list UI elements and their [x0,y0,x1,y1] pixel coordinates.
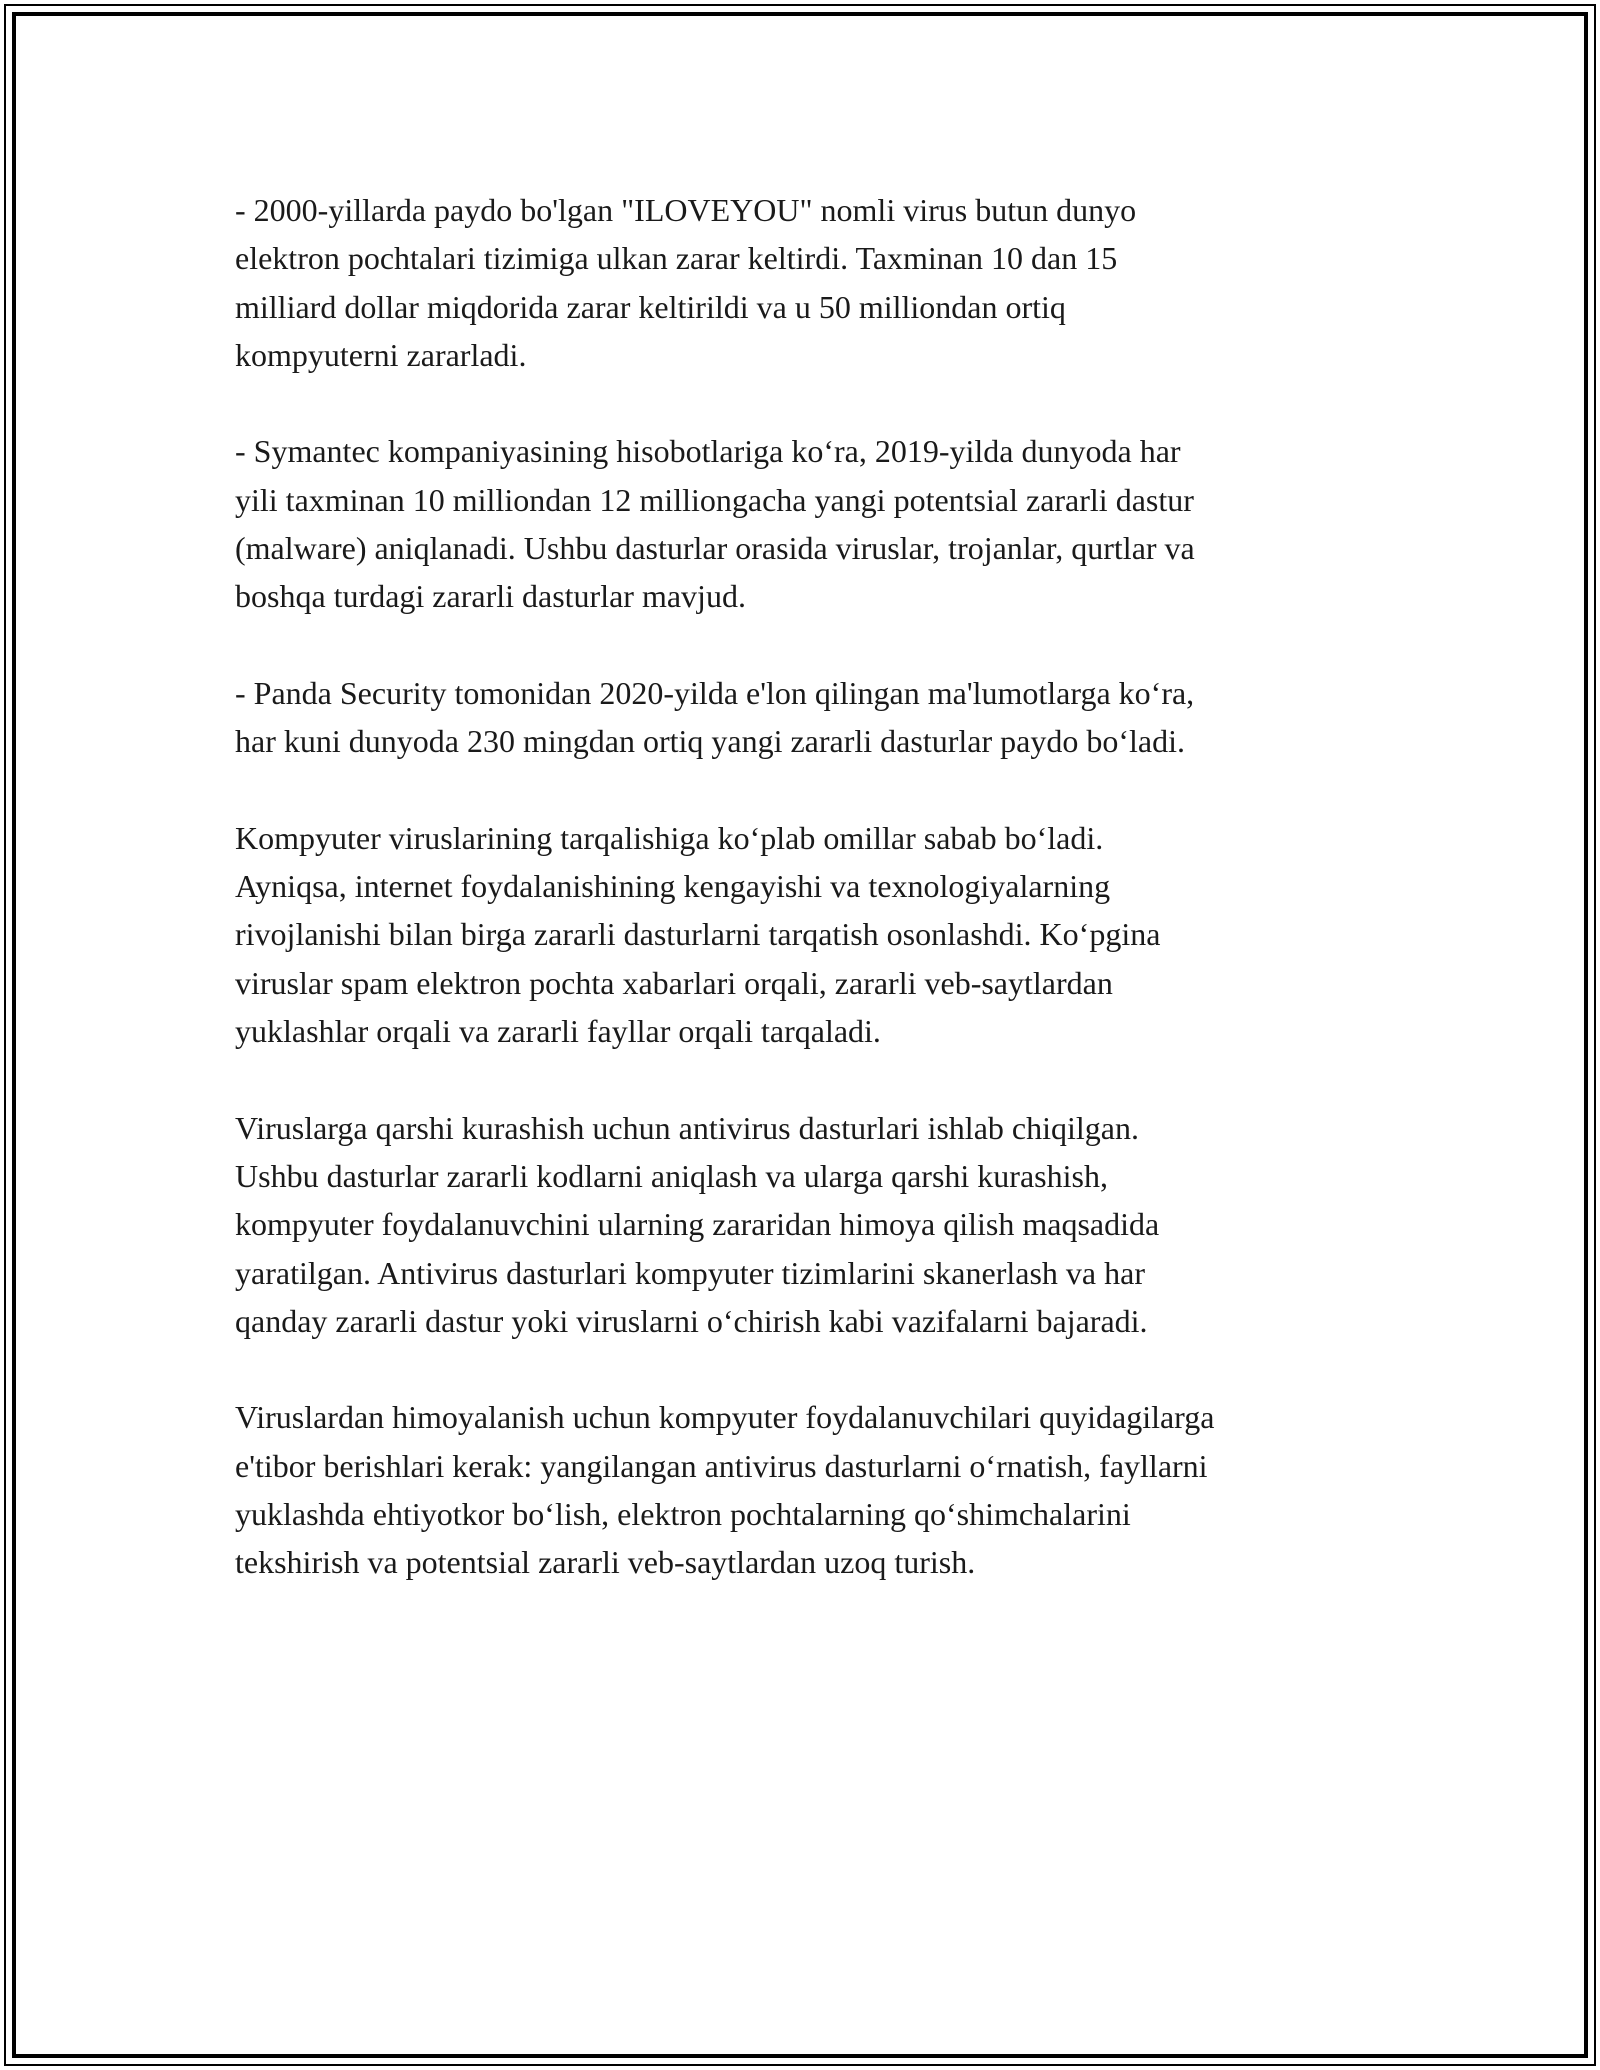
paragraph-symantec [235,427,1415,620]
text-line: Viruslardan himoyalanish uchun kompyuter foydalanuvchilari quyidagilarga [235,1399,1215,1436]
paragraph-virus-spread [235,814,1415,1055]
text-line: kompyuter foydalanuvchini ularning zararidan himoya qilish maqsadida [235,1206,1160,1243]
text-line: rivojlanishi bilan birga zararli dasturlarni tarqatish osonlashdi. Koʻpgina [235,916,1161,953]
text-line: - Symantec kompaniyasining hisobotlariga koʻra, 2019-yilda dunyoda har [235,433,1181,470]
text-line: har kuni dunyoda 230 mingdan ortiq yangi zararli dasturlar paydo boʻladi. [235,723,1185,760]
text-line: Ushbu dasturlar zararli kodlarni aniqlash va ularga qarshi kurashish, [235,1157,1108,1194]
text-line: Ayniqsa, internet foydalanishining kengayishi va texnologiyalarning [235,868,1111,905]
text-line: e'tibor berishlari kerak: yangilangan antivirus dasturlarni oʻrnatish, fayllarni [235,1447,1208,1484]
paragraph-panda-security [235,669,1415,766]
text-line: kompyuterni zararladi. [235,336,527,373]
text-line: milliard dollar miqdorida zarar keltirildi va u 50 milliondan ortiq [235,288,1066,325]
text-line: viruslar spam elektron pochta xabarlari orqali, zararli veb-saytlardan [235,964,1113,1001]
paragraph-iloveyou [235,186,1415,379]
text-line: yili taxminan 10 milliondan 12 milliongacha yangi potentsial zararli dastur [235,481,1194,518]
document-body [235,186,1415,1635]
text-line: yuklashlar orqali va zararli fayllar orqali tarqaladi. [235,1013,881,1050]
text-line: yaratilgan. Antivirus dasturlari kompyuter tizimlarini skanerlash va har [235,1254,1145,1291]
paragraph-antivirus [235,1104,1415,1345]
paragraph-protection [235,1393,1415,1586]
text-line: - 2000-yillarda paydo bo'lgan "ILOVEYOU" nomli virus butun dunyo [235,192,1137,228]
text-line: - Panda Security tomonidan 2020-yilda e'lon qilingan ma'lumotlarga koʻra, [235,674,1195,711]
text-line: tekshirish va potentsial zararli veb-saytlardan uzoq turish. [235,1544,976,1581]
text-line: boshqa turdagi zararli dasturlar mavjud. [235,578,746,615]
text-line: Viruslarga qarshi kurashish uchun antivirus dasturlari ishlab chiqilgan. [235,1109,1139,1146]
text-line: Kompyuter viruslarining tarqalishiga koʻplab omillar sabab boʻladi. [235,819,1104,856]
text-line: elektron pochtalari tizimiga ulkan zarar keltirdi. Taxminan 10 dan 15 [235,240,1118,277]
text-line: (malware) aniqlanadi. Ushbu dasturlar orasida viruslar, trojanlar, qurtlar va [235,530,1195,567]
text-line: yuklashda ehtiyotkor boʻlish, elektron pochtalarning qoʻshimchalarini [235,1496,1131,1533]
text-line: qanday zararli dastur yoki viruslarni oʻchirish kabi vazifalarni bajaradi. [235,1302,1148,1339]
